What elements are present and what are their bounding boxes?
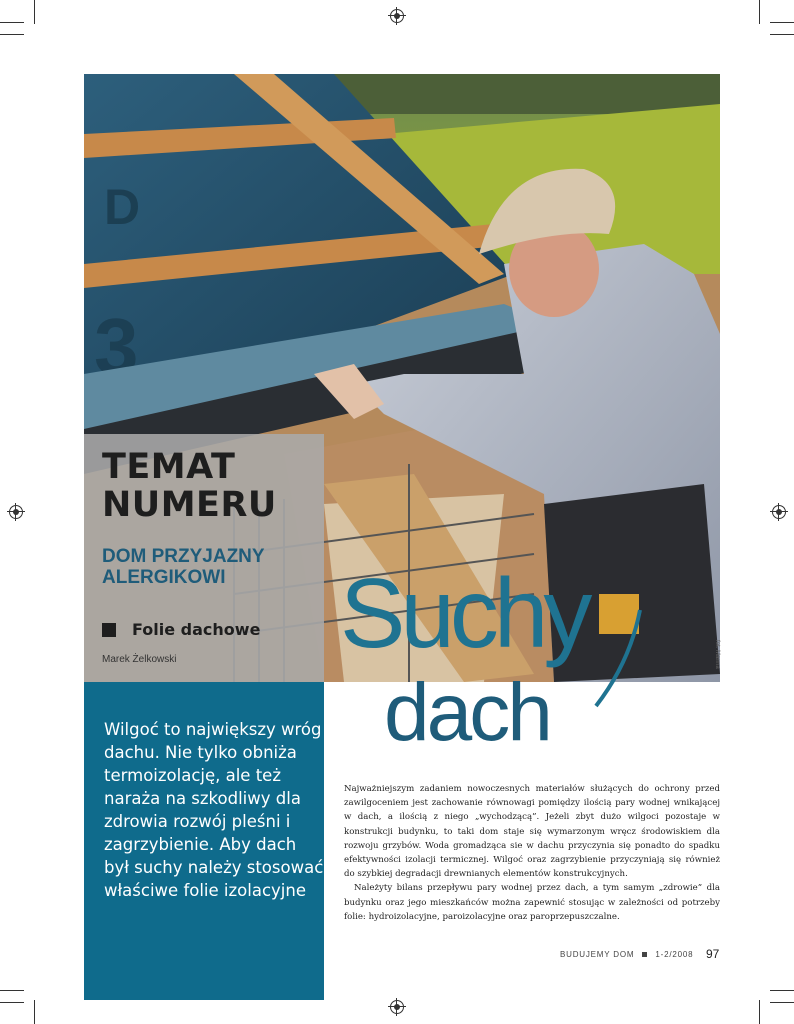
- lead-box: [84, 682, 324, 1000]
- svg-text:3: 3: [94, 302, 139, 391]
- crop-mark: [0, 990, 24, 991]
- registration-mark: [9, 505, 23, 519]
- headline-line-2: dach: [384, 667, 550, 758]
- section-title: TEMAT NUMERU: [102, 447, 277, 525]
- crop-mark: [770, 22, 794, 23]
- registration-mark: [390, 1000, 404, 1014]
- crop-mark: [0, 34, 24, 35]
- body-paragraph: Należyty bilans przepływu pary wodnej przez dach, a tym samym „zdrowie” dla budynku oraz jego mieszkańców można zapewnić stosując w zależności od potrzeby folie: hydroizolacyjne, paroizolacyjne oraz paroprzepuszczalne.: [344, 883, 720, 922]
- headline-line-1: Suchy: [340, 558, 588, 668]
- crop-mark: [770, 990, 794, 991]
- lead-text: Wilgoć to największy wróg dachu. Nie tylko obniża termoizolację, ale też naraża na szkodliwy dla zdrowia rozwój pleśni i zagrzybienie. Aby dach był suchy należy stosować właściwe folie izolacyjne: [104, 720, 324, 900]
- body-paragraph: Najważniejszym zadaniem nowoczesnych materiałów służących do ochrony przed zawilgoceniem jest zachowanie równowagi pomiędzy ilością pary wodnej wnikającej w dach, a ilością z niego „wychodzącą”. Jeżeli zbyt dużo wilgoci pozostaje w konstrukcji budynku, to taki dom staje się wymarzonym wręcz środowiskiem dla rozwoju grzybów. Woda gromadząca sie w dachu przyczynia się ponadto do spadku efektywności izolacji termicznej. Wilgoć oraz zagrzybienie przyczyniają się również do szybkiej degradacji drewnianych elementów konstrukcyjnych.: [344, 784, 720, 880]
- crop-mark: [0, 22, 24, 23]
- crop-mark: [770, 1002, 794, 1003]
- registration-mark: [772, 505, 786, 519]
- issue-number: 1-2/2008: [655, 950, 694, 959]
- crop-mark: [0, 1002, 24, 1003]
- issue-subject: DOM PRZYJAZNY ALERGIKOWI: [102, 546, 265, 588]
- crop-mark: [759, 0, 760, 24]
- separator-square-icon: [642, 952, 647, 957]
- page-number: 97: [706, 947, 720, 961]
- crop-mark: [34, 1000, 35, 1024]
- crop-mark: [34, 0, 35, 24]
- crop-mark: [770, 34, 794, 35]
- section-box: [84, 434, 324, 682]
- headline-flourish: [540, 602, 660, 712]
- page-footer: [560, 950, 693, 959]
- svg-text:D: D: [104, 179, 141, 235]
- magazine-name: BUDUJEMY DOM: [560, 950, 635, 959]
- bullet-square-icon: [102, 623, 116, 637]
- rubric-label: Folie dachowe: [132, 620, 261, 639]
- article-body: [344, 782, 720, 924]
- registration-mark: [390, 9, 404, 23]
- rubric: [102, 620, 260, 639]
- crop-mark: [759, 1000, 760, 1024]
- author: Marek Żelkowski: [102, 654, 177, 665]
- photo-credit: fot. Marma: [714, 640, 720, 669]
